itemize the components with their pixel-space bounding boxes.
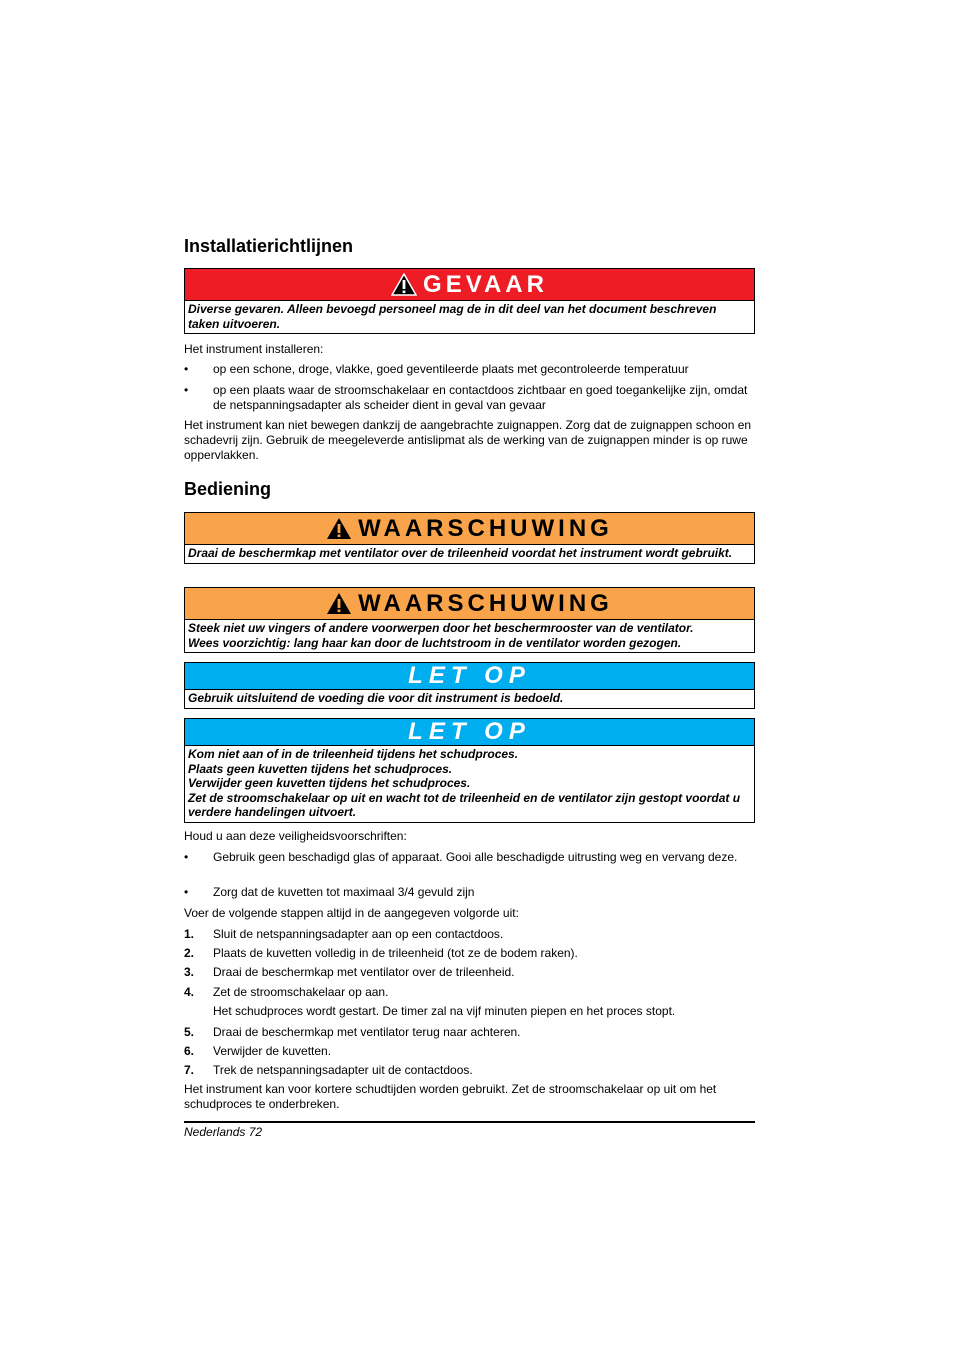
step-text: Draai de beschermkap met ventilator over de trileenheid. <box>213 965 515 979</box>
step-number: 4. <box>184 985 195 999</box>
step-text: Verwijder de kuvetten. <box>213 1044 332 1058</box>
warning-line: Wees voorzichtig: lang haar kan door de luchtstroom in de ventilator worden gezogen. <box>188 635 682 650</box>
caution-header: LET OP <box>185 719 754 746</box>
warning-box <box>184 587 755 653</box>
closing-paragraph: Het instrument kan voor kortere schudtijden worden gebruikt. Zet de stroomschakelaar op uit om het schudproces te onderbreken. <box>184 1082 717 1111</box>
caution-line: Gebruik uitsluitend de voeding die voor dit instrument is bedoeld. <box>188 691 564 705</box>
step-item <box>184 1025 755 1040</box>
step-number: 1. <box>184 927 195 941</box>
warning-line: Draai de beschermkap met ventilator over de trileenheid voordat het instrument wordt gebruikt. <box>188 546 733 560</box>
step-item <box>184 965 755 980</box>
list-item <box>184 850 755 865</box>
bullet-marker: • <box>184 362 189 376</box>
caution-text <box>185 690 754 708</box>
warning-triangle-icon <box>391 273 417 296</box>
danger-label: GEVAAR <box>423 270 548 298</box>
step-text: Sluit de netspanningsadapter aan op een contactdoos. <box>213 927 504 941</box>
step-text: Trek de netspanningsadapter uit de contactdoos. <box>213 1063 473 1077</box>
step-item <box>184 1044 755 1059</box>
caution-box <box>184 662 755 709</box>
danger-text: Diverse gevaren. Alleen bevoegd personeel mag de in dit deel van het document beschreven taken uitvoeren. <box>188 302 717 331</box>
list-item <box>184 362 755 377</box>
warning-text <box>185 620 754 652</box>
page-footer: Nederlands 72 <box>184 1125 263 1139</box>
warning-triangle-icon <box>326 517 352 540</box>
step-item <box>184 946 755 961</box>
footer-divider <box>184 1121 755 1123</box>
section-title-install: Installatierichtlijnen <box>184 236 354 256</box>
step-number: 2. <box>184 946 195 960</box>
step-item <box>184 1063 755 1078</box>
caution-box <box>184 718 755 823</box>
steps-intro: Voer de volgende stappen altijd in de aangegeven volgorde uit: <box>184 906 519 920</box>
step-text: Zet de stroomschakelaar op aan. <box>213 985 389 999</box>
warning-header <box>185 513 754 545</box>
caution-text <box>185 746 754 822</box>
operate-intro: Houd u aan deze veiligheidsvoorschriften: <box>184 829 407 843</box>
list-item <box>184 383 755 413</box>
step-number: 6. <box>184 1044 195 1058</box>
step-number: 5. <box>184 1025 195 1039</box>
step-number: 3. <box>184 965 195 979</box>
warning-label: WAARSCHUWING <box>358 514 613 542</box>
warning-box <box>184 512 755 564</box>
step-result <box>184 1004 755 1019</box>
list-item <box>184 885 755 900</box>
danger-header <box>185 269 754 301</box>
step-item <box>184 985 755 1000</box>
step-text: Plaats de kuvetten volledig in de trileenheid (tot ze de bodem raken). <box>213 946 578 960</box>
warning-header <box>185 588 754 620</box>
warning-triangle-icon <box>326 592 352 615</box>
caution-line: Zet de stroomschakelaar op uit en wacht tot de trileenheid en de ventilator zijn gestopt voordat u verdere handelingen uitvoert. <box>188 790 741 819</box>
danger-box <box>184 268 755 334</box>
section-title-operate: Bediening <box>184 479 272 499</box>
warning-label: WAARSCHUWING <box>358 589 613 617</box>
list-item-text: Zorg dat de kuvetten tot maximaal 3/4 gevuld zijn <box>213 885 475 899</box>
step-number: 7. <box>184 1063 195 1077</box>
bullet-marker: • <box>184 885 189 899</box>
warning-text <box>185 545 754 563</box>
install-paragraph: Het instrument kan niet bewegen dankzij de aangebrachte zuignappen. Zorg dat de zuignappen schoon en schadevrij zijn. Gebruik de meegeleverde antislipmat als de werking van de zuignappen minder is op ruwe oppervlakken. <box>184 418 752 462</box>
step-text: Draai de beschermkap met ventilator terug naar achteren. <box>213 1025 521 1039</box>
warning-line: Steek niet uw vingers of andere voorwerpen door het beschermrooster van de ventilator. <box>188 621 694 635</box>
list-item-text: op een plaats waar de stroomschakelaar en contactdoos zichtbaar en goed toegankelijke zijn, omdat de netspanningsadapter als scheider dient in geval van gevaar <box>213 383 748 412</box>
step-item <box>184 927 755 942</box>
list-item-text: op een schone, droge, vlakke, goed geventileerde plaats met gecontroleerde temperatuur <box>213 362 689 376</box>
caution-line: Plaats geen kuvetten tijdens het schudproces. <box>188 761 453 776</box>
caution-header: LET OP <box>185 663 754 690</box>
list-item-text: Gebruik geen beschadigd glas of apparaat. Gooi alle beschadigde uitrusting weg en vervang deze. <box>213 850 738 864</box>
step-result-text: Het schudproces wordt gestart. De timer zal na vijf minuten piepen en het proces stopt. <box>213 1004 676 1018</box>
caution-line: Kom niet aan of in de trileenheid tijdens het schudproces. <box>188 747 519 761</box>
bullet-marker: • <box>184 383 189 397</box>
caution-line: Verwijder geen kuvetten tijdens het schudproces. <box>188 776 471 790</box>
install-intro: Het instrument installeren: <box>184 342 324 356</box>
bullet-marker: • <box>184 850 189 864</box>
